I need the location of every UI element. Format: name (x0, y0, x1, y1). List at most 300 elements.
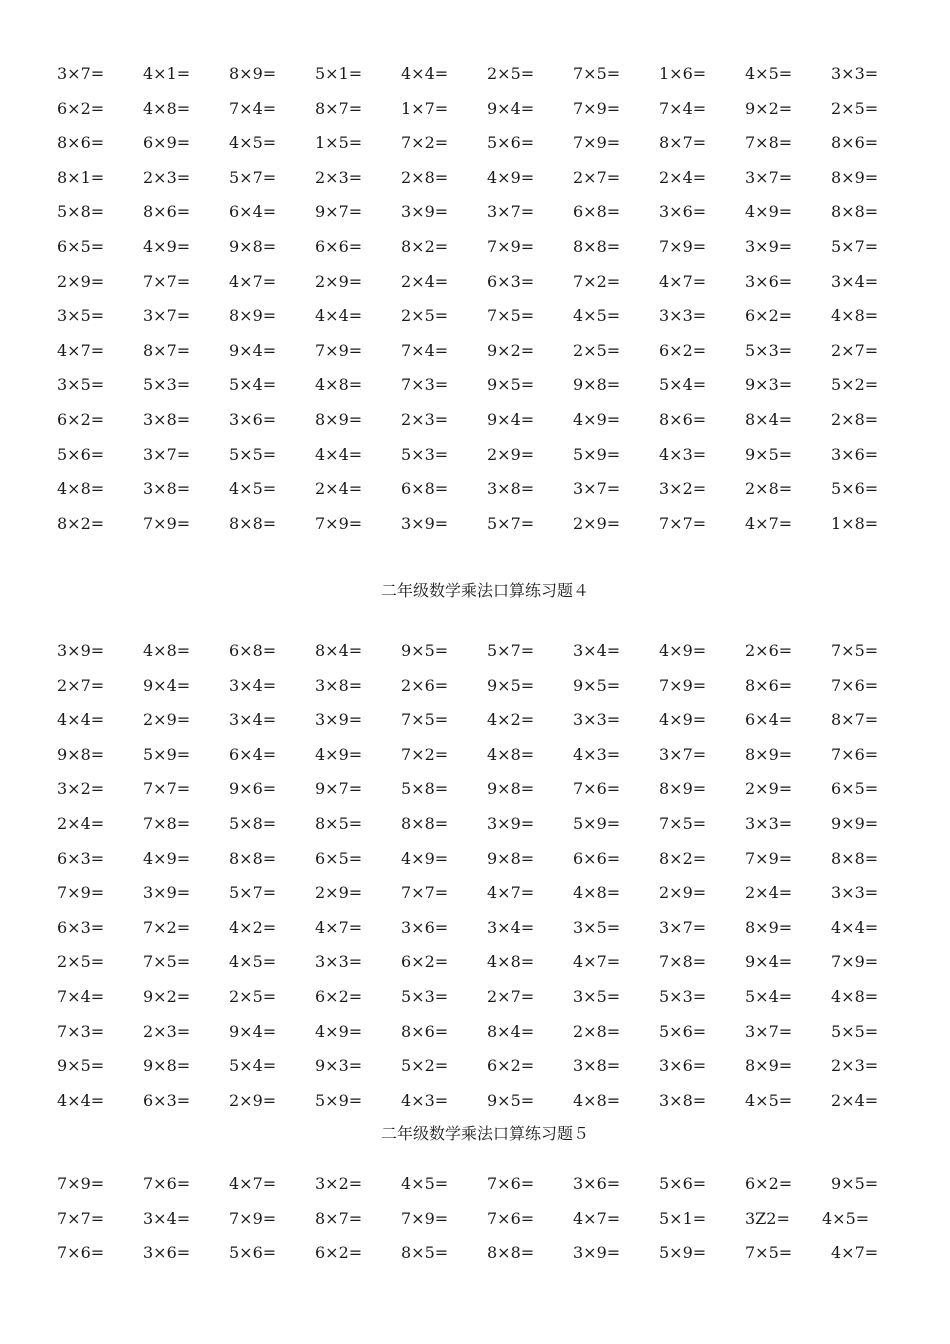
problem-row (57, 779, 917, 814)
math-problem: 9×4= (229, 340, 277, 360)
math-problem: 1×6= (659, 64, 707, 83)
math-problem: 8×4= (745, 409, 793, 429)
math-problem: 7×9= (315, 340, 363, 360)
math-problem: 5×9= (143, 744, 191, 764)
math-problem: 8×9= (229, 306, 277, 326)
math-problem: 7×9= (573, 98, 621, 118)
problem-row (57, 64, 917, 99)
math-problem: 3×9= (401, 202, 449, 222)
math-problem: 4×5= (229, 133, 277, 153)
math-problem: 4×7= (229, 271, 277, 291)
math-problem: 3×6= (401, 917, 449, 937)
math-problem: 4×5= (745, 1090, 793, 1110)
math-problem: 2×4= (57, 813, 105, 833)
math-problem: 6×4= (229, 202, 277, 222)
math-problem: 9×4= (745, 952, 793, 972)
math-problem: 9×8= (487, 779, 535, 799)
math-problem: 3×4= (229, 675, 277, 695)
math-problem: 9×5= (831, 1174, 879, 1193)
math-problem: 3×2= (57, 779, 105, 799)
math-problem: 2×3= (143, 167, 191, 187)
math-problem: 6×2= (401, 952, 449, 972)
math-problem: 7×2= (401, 133, 449, 153)
math-problem: 3×3= (831, 883, 879, 903)
math-problem: 5×4= (745, 986, 793, 1006)
math-problem: 3×3= (831, 64, 879, 83)
math-problem: 9×7= (315, 779, 363, 799)
math-problem: 3×7= (745, 1021, 793, 1041)
math-problem: 2×4= (315, 479, 363, 499)
math-problem: 8×7= (315, 98, 363, 118)
math-problem: 9×5= (573, 675, 621, 695)
math-problem: 4×7= (745, 513, 793, 533)
math-problem: 4×5= (745, 64, 793, 83)
math-problem: 7×5= (487, 306, 535, 326)
problem-row (57, 918, 917, 953)
math-problem: 2×8= (745, 479, 793, 499)
math-problem: 7×8= (659, 952, 707, 972)
math-problem: 3×6= (659, 202, 707, 222)
math-problem: 5×9= (573, 813, 621, 833)
math-problem: 5×9= (573, 444, 621, 464)
math-problem: 7×9= (659, 236, 707, 256)
problem-row (57, 710, 917, 745)
math-problem: 7×8= (143, 813, 191, 833)
math-problem: 6×2= (57, 409, 105, 429)
math-problem: 4×8= (573, 1090, 621, 1110)
math-problem: 7×7= (659, 513, 707, 533)
math-problem: 7×7= (401, 883, 449, 903)
math-problem: 8×8= (229, 513, 277, 533)
math-problem: 9×2= (487, 340, 535, 360)
math-problem: 7×9= (831, 952, 879, 972)
math-problem: 4×7= (659, 271, 707, 291)
math-problem: 8×9= (745, 917, 793, 937)
math-problem: 2×5= (831, 98, 879, 118)
math-problem: 9×5= (57, 1056, 105, 1076)
math-problem: 9×7= (315, 202, 363, 222)
exercise-grid-5 (57, 1174, 917, 1278)
math-problem: 3×7= (143, 306, 191, 326)
math-problem: 4×9= (315, 1021, 363, 1041)
math-problem: 4×9= (143, 848, 191, 868)
math-problem: 8×8= (831, 202, 879, 222)
math-problem: 4×9= (659, 641, 707, 660)
math-problem: 9×3= (745, 375, 793, 395)
math-problem: 4×5= (401, 1174, 449, 1193)
math-problem: 3×8= (487, 479, 535, 499)
math-problem: 4×9= (487, 167, 535, 187)
math-problem: 4×3= (401, 1090, 449, 1110)
problem-row (57, 375, 917, 410)
math-problem: 2×3= (143, 1021, 191, 1041)
math-problem: 2×9= (143, 710, 191, 730)
math-problem: 5×3= (745, 340, 793, 360)
math-problem: 2×8= (573, 1021, 621, 1041)
problem-row (57, 814, 917, 849)
math-problem: 3×6= (659, 1056, 707, 1076)
math-problem: 3×8= (143, 479, 191, 499)
math-problem: 4×8= (57, 479, 105, 499)
math-problem: 1×8= (831, 513, 879, 533)
math-problem: 8×9= (745, 1056, 793, 1076)
math-problem: 3×9= (487, 813, 535, 833)
math-problem: 4×7= (487, 883, 535, 903)
math-problem: 3×8= (315, 675, 363, 695)
math-problem: 3×8= (573, 1056, 621, 1076)
math-problem: 2×9= (57, 271, 105, 291)
math-problem: 5×4= (229, 1056, 277, 1076)
math-problem: 2×5= (401, 306, 449, 326)
math-problem: 3×8= (659, 1090, 707, 1110)
math-problem: 8×8= (573, 236, 621, 256)
problem-row (57, 849, 917, 884)
math-problem: 5×3= (401, 986, 449, 1006)
math-problem: 7×9= (487, 236, 535, 256)
math-problem: 2×6= (745, 641, 793, 660)
math-problem: 4×8= (315, 375, 363, 395)
problem-row (57, 1056, 917, 1091)
math-problem: 3×9= (143, 883, 191, 903)
math-problem: 8×9= (659, 779, 707, 799)
math-problem: 4×5= (229, 479, 277, 499)
math-problem: 4×4= (57, 710, 105, 730)
problem-row (57, 133, 917, 168)
math-problem: 8×7= (831, 710, 879, 730)
math-problem: 6×9= (143, 133, 191, 153)
math-problem: 3×3= (659, 306, 707, 326)
math-problem: 9×4= (487, 98, 535, 118)
math-problem: 1×5= (315, 133, 363, 153)
math-problem: 2×3= (831, 1056, 879, 1076)
math-problem: 8×8= (401, 813, 449, 833)
math-problem: 3×3= (745, 813, 793, 833)
math-problem: 2×9= (315, 271, 363, 291)
math-problem: 5×7= (229, 167, 277, 187)
math-problem: 4×3= (659, 444, 707, 464)
math-problem: 8×7= (315, 1208, 363, 1228)
math-problem: 3×9= (57, 641, 105, 660)
math-problem: 3×9= (315, 710, 363, 730)
math-problem: 6×2= (315, 986, 363, 1006)
math-problem: 7×9= (745, 848, 793, 868)
math-problem: 4×2= (487, 710, 535, 730)
math-problem: 2×7= (487, 986, 535, 1006)
math-problem: 9×8= (573, 375, 621, 395)
math-problem: 7×9= (57, 1174, 105, 1193)
math-problem: 9×8= (143, 1056, 191, 1076)
math-problem: 4×8= (487, 952, 535, 972)
math-problem: 5×6= (229, 1243, 277, 1263)
math-problem: 5×7= (487, 641, 535, 660)
problem-row (57, 987, 917, 1022)
math-problem: 3×2= (659, 479, 707, 499)
math-problem: 5×3= (659, 986, 707, 1006)
math-problem: 3×9= (401, 513, 449, 533)
math-problem: 6×8= (229, 641, 277, 660)
math-problem: 2×7= (831, 340, 879, 360)
math-problem: 2×9= (573, 513, 621, 533)
math-problem: 9×6= (229, 779, 277, 799)
math-problem: 9×4= (143, 675, 191, 695)
math-problem: 7×4= (229, 98, 277, 118)
math-problem: 9×8= (229, 236, 277, 256)
math-problem: 4×7= (229, 1174, 277, 1193)
math-problem: 3×3= (573, 710, 621, 730)
math-problem: 8×1= (57, 167, 105, 187)
math-problem: 1×7= (401, 98, 449, 118)
math-problem: 8×5= (315, 813, 363, 833)
math-problem: 5×7= (831, 236, 879, 256)
math-problem: 8×6= (659, 409, 707, 429)
math-problem: 3×6= (143, 1243, 191, 1263)
math-problem: 5×3= (143, 375, 191, 395)
math-problem: 7×6= (487, 1208, 535, 1228)
math-problem: 7×6= (573, 779, 621, 799)
math-problem: 9×9= (831, 813, 879, 833)
math-problem: 8×6= (831, 133, 879, 153)
math-problem: 7×3= (401, 375, 449, 395)
math-problem: 3×6= (573, 1174, 621, 1193)
math-problem: 3×6= (229, 409, 277, 429)
math-problem: 8×4= (487, 1021, 535, 1041)
math-problem: 8×7= (143, 340, 191, 360)
math-problem: 3×7= (143, 444, 191, 464)
problem-row (57, 272, 917, 307)
math-problem: 4×8= (831, 986, 879, 1006)
math-problem: 4×7= (573, 1208, 621, 1228)
math-problem: 2×4= (745, 883, 793, 903)
math-problem: 7×6= (831, 744, 879, 764)
problem-row (57, 514, 917, 549)
math-problem: 3×4= (143, 1208, 191, 1228)
problem-row (57, 237, 917, 272)
math-problem: 2×7= (57, 675, 105, 695)
math-problem: 3×8= (143, 409, 191, 429)
math-problem: 8×2= (401, 236, 449, 256)
math-problem: 4×9= (315, 744, 363, 764)
math-problem: 6×6= (573, 848, 621, 868)
math-problem: 8×8= (229, 848, 277, 868)
math-problem: 2×9= (745, 779, 793, 799)
math-problem: 7×6= (487, 1174, 535, 1193)
math-problem: 5×6= (487, 133, 535, 153)
math-problem: 3×4= (229, 710, 277, 730)
math-problem: 6×2= (315, 1243, 363, 1263)
math-problem: 5×8= (401, 779, 449, 799)
math-problem: 4×9= (573, 409, 621, 429)
math-problem: 3×5= (573, 917, 621, 937)
math-problem: 4×5= (822, 1208, 870, 1228)
math-problem: 5×3= (401, 444, 449, 464)
math-problem: 2×5= (487, 64, 535, 83)
problem-row (57, 883, 917, 918)
math-problem: 2×8= (401, 167, 449, 187)
math-problem: 7×8= (745, 133, 793, 153)
math-problem: 5×1= (315, 64, 363, 83)
problem-row (57, 445, 917, 480)
math-problem: 6×3= (143, 1090, 191, 1110)
math-problem: 9×4= (487, 409, 535, 429)
math-problem: 4×8= (143, 641, 191, 660)
math-problem: 5×2= (401, 1056, 449, 1076)
math-problem: 7×2= (143, 917, 191, 937)
math-problem: 7×9= (573, 133, 621, 153)
math-problem: 6×8= (401, 479, 449, 499)
math-problem: 7×5= (573, 64, 621, 83)
math-problem: 2×5= (229, 986, 277, 1006)
problem-row (57, 641, 917, 676)
math-problem: 5×8= (229, 813, 277, 833)
math-problem: 9×5= (487, 375, 535, 395)
math-problem: 8×2= (57, 513, 105, 533)
problem-row (57, 1022, 917, 1057)
math-problem: 8×6= (745, 675, 793, 695)
math-problem: 6×6= (315, 236, 363, 256)
exercise-grid-3 (57, 64, 917, 548)
problem-row (57, 410, 917, 445)
math-problem: 3×7= (659, 744, 707, 764)
math-problem: 9×8= (487, 848, 535, 868)
math-problem: 3×9= (573, 1243, 621, 1263)
math-problem: 4×9= (143, 236, 191, 256)
math-problem: 7×3= (57, 1021, 105, 1041)
math-problem: 2×6= (401, 675, 449, 695)
math-problem: 7×9= (229, 1208, 277, 1228)
math-problem: 6×4= (229, 744, 277, 764)
math-problem: 4×8= (143, 98, 191, 118)
math-problem: 9×2= (143, 986, 191, 1006)
math-problem: 6×2= (487, 1056, 535, 1076)
math-problem: 9×5= (745, 444, 793, 464)
math-problem: 4×8= (831, 306, 879, 326)
problem-row (57, 1174, 917, 1209)
math-problem: 7×7= (143, 779, 191, 799)
math-problem: 7×4= (401, 340, 449, 360)
math-problem: 3×6= (831, 444, 879, 464)
math-problem: 6×2= (659, 340, 707, 360)
math-problem: 4×4= (401, 64, 449, 83)
math-problem: 2×9= (487, 444, 535, 464)
math-problem: 2×4= (831, 1090, 879, 1110)
math-problem: 3×5= (573, 986, 621, 1006)
math-problem: 4×4= (831, 917, 879, 937)
math-problem: 8×4= (315, 641, 363, 660)
math-problem: 7×5= (401, 710, 449, 730)
math-problem: 4×1= (143, 64, 191, 83)
math-problem: 4×8= (573, 883, 621, 903)
problem-row (57, 168, 917, 203)
math-problem: 2×5= (57, 952, 105, 972)
math-problem: 7×5= (745, 1243, 793, 1263)
math-problem: 4×7= (831, 1243, 879, 1263)
math-problem: 5×4= (229, 375, 277, 395)
math-problem: 5×9= (659, 1243, 707, 1263)
math-problem: 7×2= (573, 271, 621, 291)
math-problem: 5×7= (229, 883, 277, 903)
math-problem: 5×1= (659, 1208, 707, 1228)
math-problem: 6×5= (315, 848, 363, 868)
problem-row (57, 1243, 917, 1278)
math-problem: 5×6= (659, 1174, 707, 1193)
math-problem: 6×2= (57, 98, 105, 118)
math-problem: 7×6= (57, 1243, 105, 1263)
math-problem: 8×9= (831, 167, 879, 187)
problem-row (57, 341, 917, 376)
math-problem: 7×4= (57, 986, 105, 1006)
math-problem: 3×7= (659, 917, 707, 937)
math-problem: 4×4= (315, 306, 363, 326)
math-problem: 8×6= (401, 1021, 449, 1041)
math-problem: 6×5= (831, 779, 879, 799)
math-problem: 4×4= (315, 444, 363, 464)
math-problem: 5×6= (659, 1021, 707, 1041)
math-problem: 4×5= (229, 952, 277, 972)
math-problem: 4×9= (745, 202, 793, 222)
problem-row (57, 952, 917, 987)
math-problem: 2×3= (401, 409, 449, 429)
section-title-5: 二年级数学乘法口算练习题５ (380, 1124, 589, 1143)
problem-row (57, 479, 917, 514)
math-problem: 2×7= (573, 167, 621, 187)
math-problem: 4×8= (487, 744, 535, 764)
math-problem: 5×5= (229, 444, 277, 464)
problem-row (57, 99, 917, 134)
math-problem: 9×5= (487, 1090, 535, 1110)
math-problem: 3×3= (315, 952, 363, 972)
math-problem: 4×7= (315, 917, 363, 937)
math-problem: 8×6= (143, 202, 191, 222)
math-problem: 3×7= (487, 202, 535, 222)
math-problem: 8×9= (745, 744, 793, 764)
math-problem: 5×2= (831, 375, 879, 395)
math-problem: 7×4= (659, 98, 707, 118)
problem-row (57, 745, 917, 780)
math-problem: 3×6= (745, 271, 793, 291)
problem-row (57, 1091, 917, 1126)
math-problem: 7×7= (143, 271, 191, 291)
math-problem: 3×5= (57, 375, 105, 395)
math-problem: 7×9= (57, 883, 105, 903)
math-problem: 2×8= (831, 409, 879, 429)
math-problem: 8×2= (659, 848, 707, 868)
math-problem: 5×9= (315, 1090, 363, 1110)
math-problem: 2×9= (315, 883, 363, 903)
math-problem: 6×5= (57, 236, 105, 256)
math-problem: 5×8= (57, 202, 105, 222)
math-problem: 6×2= (745, 306, 793, 326)
math-problem: 4×7= (573, 952, 621, 972)
math-problem: 6×3= (57, 848, 105, 868)
math-problem: 2×4= (659, 167, 707, 187)
math-problem: 8×6= (57, 133, 105, 153)
math-problem: 7×5= (831, 641, 879, 660)
math-problem: 9×2= (745, 98, 793, 118)
math-problem: 5×5= (831, 1021, 879, 1041)
math-problem: 4×2= (229, 917, 277, 937)
math-problem: 5×7= (487, 513, 535, 533)
math-problem: 8×7= (659, 133, 707, 153)
math-problem: 3×5= (57, 306, 105, 326)
problem-row (57, 202, 917, 237)
math-problem: 3×7= (573, 479, 621, 499)
math-problem: 2×9= (659, 883, 707, 903)
math-problem: 4×5= (573, 306, 621, 326)
math-problem: 8×9= (315, 409, 363, 429)
math-problem: 7×9= (315, 513, 363, 533)
math-problem: 4×9= (401, 848, 449, 868)
math-problem: 6×2= (745, 1174, 793, 1193)
